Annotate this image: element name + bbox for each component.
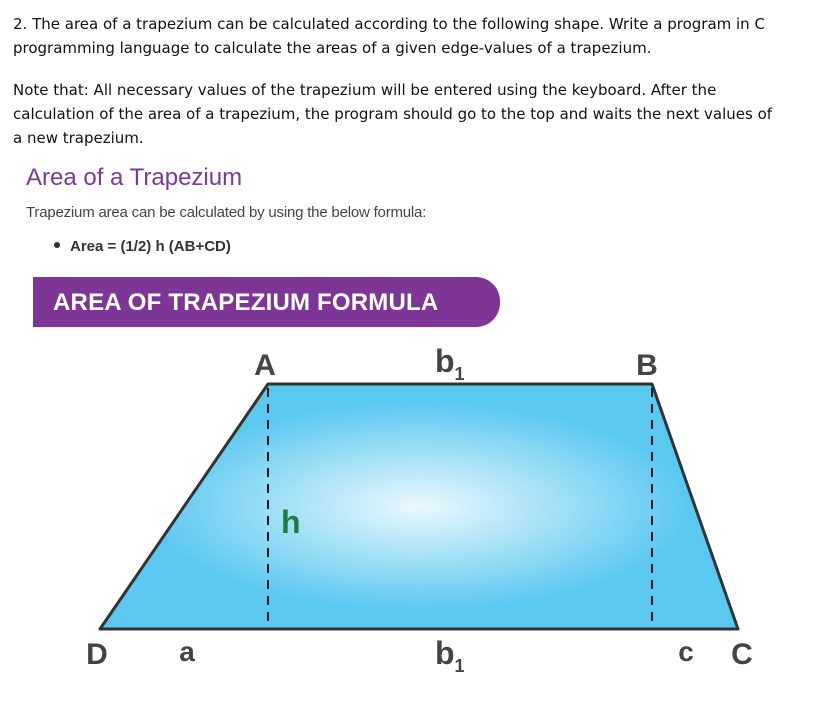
question-line: programming language to calculate the areas of a given edge-values of a trapezium. bbox=[13, 39, 652, 57]
figure-title: Area of a Trapezium bbox=[26, 164, 243, 191]
top-base-label bbox=[435, 343, 465, 384]
question-line: 2. The area of a trapezium can be calculated according to the following shape. Write a program in C bbox=[13, 15, 765, 33]
banner-text: AREA OF TRAPEZIUM FORMULA bbox=[53, 289, 439, 316]
vertex-label-c: C bbox=[731, 638, 753, 671]
bottom-base-letter: b bbox=[435, 635, 455, 671]
vertex-label-b: B bbox=[636, 349, 658, 382]
vertex-label-a: A bbox=[254, 349, 276, 382]
figure-description: Trapezium area can be calculated by using the below formula: bbox=[26, 204, 427, 221]
bottom-base-label bbox=[435, 635, 465, 676]
formula-text: Area = (1/2) h (AB+CD) bbox=[70, 238, 231, 255]
note-line: a new trapezium. bbox=[13, 129, 144, 147]
vertex-label-d: D bbox=[86, 638, 108, 671]
bottom-base-subscript: 1 bbox=[454, 656, 465, 676]
top-base-letter: b bbox=[435, 343, 455, 379]
trapezium-shape bbox=[100, 384, 738, 629]
height-label: h bbox=[281, 504, 301, 540]
note-line: calculation of the area of a trapezium, the program should go to the top and waits the next values of bbox=[13, 105, 773, 123]
top-base-subscript: 1 bbox=[454, 364, 465, 384]
note-line: Note that: All necessary values of the trapezium will be entered using the keyboard. After the bbox=[13, 81, 717, 99]
segment-label-a: a bbox=[179, 636, 195, 667]
segment-label-c: c bbox=[678, 636, 694, 667]
